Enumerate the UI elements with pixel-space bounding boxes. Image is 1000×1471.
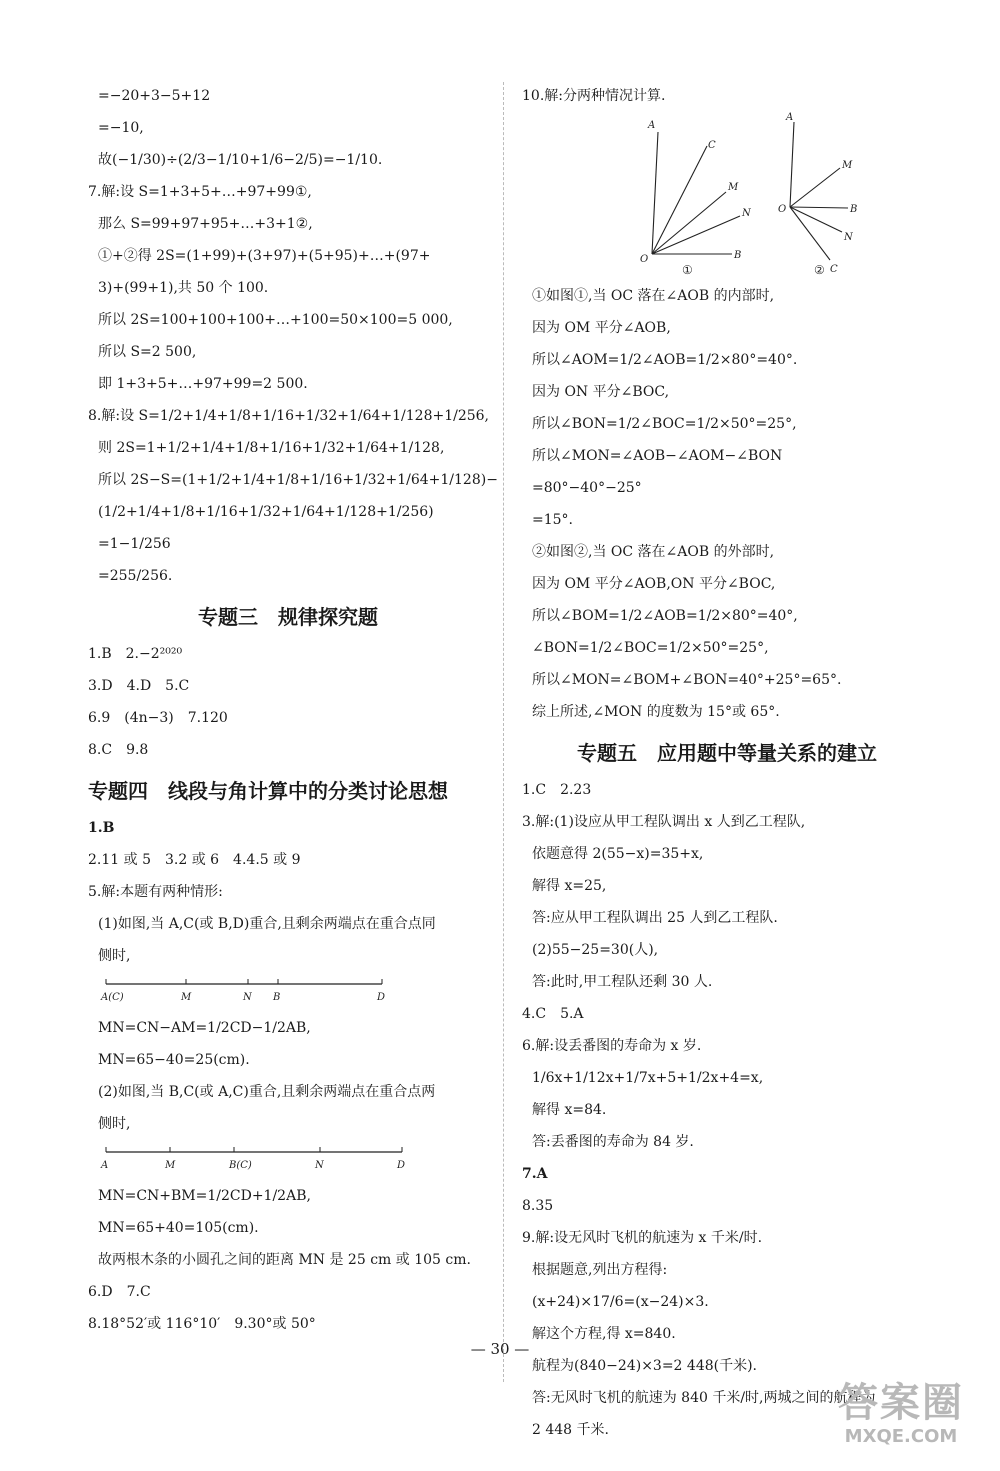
text-line: 答:应从甲工程队调出 25 人到乙工程队. xyxy=(532,910,778,926)
ray xyxy=(652,216,740,254)
point-label: N xyxy=(243,992,252,1003)
text-line: ①+②得 2S=(1+99)+(3+97)+(5+95)+…+(97+ xyxy=(98,248,431,264)
text-line: 答:此时,甲工程队还剩 30 人. xyxy=(532,974,713,990)
text-line: 侧时, xyxy=(98,948,131,964)
text-line: 所以∠BON=1/2∠BOC=1/2×50°=25°, xyxy=(532,416,797,432)
text-line: ①如图①,当 OC 落在∠AOB 的内部时, xyxy=(532,288,775,304)
point-label: N xyxy=(844,232,853,243)
ray xyxy=(652,132,658,254)
text-line: 5.解:本题有两种情形: xyxy=(88,884,223,900)
text-line: (2)如图,当 B,C(或 A,C)重合,且剩余两端点在重合点两 xyxy=(98,1084,436,1100)
text-line: 综上所述,∠MON 的度数为 15°或 65°. xyxy=(532,704,780,720)
text-line: 1.C 2.23 xyxy=(522,782,592,798)
ray xyxy=(652,146,707,254)
point-label: C xyxy=(708,140,716,151)
point-label: B xyxy=(850,204,858,215)
text-line: =255/256. xyxy=(98,568,173,584)
point-label: D xyxy=(397,1160,406,1171)
point-label: B xyxy=(273,992,281,1003)
text-line: 即 1+3+5+…+97+99=2 500. xyxy=(98,376,308,392)
text-line: =15°. xyxy=(532,512,573,528)
text-line: 1/6x+1/12x+1/7x+5+1/2x+4=x, xyxy=(532,1070,764,1086)
text-line: 8.18°52′或 116°10′ 9.30°或 50° xyxy=(88,1316,316,1332)
text-line: 10.解:分两种情况计算. xyxy=(522,88,666,104)
line2-segment-diagram xyxy=(98,1140,406,1176)
text-line: 答:丢番图的寿命为 84 岁. xyxy=(532,1134,694,1150)
text-line: =1−1/256 xyxy=(98,536,171,552)
watermark-logo xyxy=(816,1380,986,1460)
text-line: MN=65−40=25(cm). xyxy=(98,1052,250,1068)
text-line: 7.解:设 S=1+3+5+…+97+99①, xyxy=(88,184,312,200)
text-line: 所以∠MON=∠BOM+∠BON=40°+25°=65°. xyxy=(532,672,842,688)
text-line: 8.解:设 S=1/2+1/4+1/8+1/16+1/32+1/64+1/128+1/256, xyxy=(88,408,490,424)
text-line: (1/2+1/4+1/8+1/16+1/32+1/64+1/128+1/256) xyxy=(98,504,434,520)
text-line: MN=CN−AM=1/2CD−1/2AB, xyxy=(98,1020,311,1036)
watermark-text: 答案圈 xyxy=(838,1380,964,1426)
text-line: =−20+3−5+12 xyxy=(98,88,211,104)
text-line: =−10, xyxy=(98,120,144,136)
left-column xyxy=(88,80,498,1340)
text-line: =80°−40°−25° xyxy=(532,480,642,496)
ray xyxy=(790,207,830,260)
point-label: A xyxy=(786,112,794,123)
column-divider xyxy=(503,82,504,1382)
text-line: 所以 S=2 500, xyxy=(98,344,197,360)
text-line: 那么 S=99+97+95+…+3+1②, xyxy=(98,216,313,232)
text-line: 因为 OM 平分∠AOB, xyxy=(532,320,671,336)
point-label: N xyxy=(315,1160,324,1171)
point-label: C xyxy=(830,264,838,275)
section-heading: 专题四 线段与角计算中的分类讨论思想 xyxy=(88,778,448,803)
text-line: 9.解:设无风时飞机的航速为 x 千米/时. xyxy=(522,1230,763,1246)
text-line: 答:无风时飞机的航速为 840 千米/时,两城之间的航程为 xyxy=(532,1390,876,1406)
angle-diagrams xyxy=(532,112,932,276)
text-line: 8.35 xyxy=(522,1198,554,1214)
text-line: MN=CN+BM=1/2CD+1/2AB, xyxy=(98,1188,311,1204)
section-heading: 专题三 规律探究题 xyxy=(198,604,378,629)
point-label: N xyxy=(742,208,751,219)
text-line: 因为 OM 平分∠AOB,ON 平分∠BOC, xyxy=(532,576,776,592)
point-label: A(C) xyxy=(101,992,124,1003)
text-line: 所以∠BOM=1/2∠AOB=1/2×80°=40°, xyxy=(532,608,798,624)
text-line: 6.9 (4n−3) 7.120 xyxy=(88,710,228,726)
right-column xyxy=(522,80,932,1446)
line1-segment-diagram xyxy=(98,972,398,1008)
text-line: 侧时, xyxy=(98,1116,131,1132)
ray xyxy=(790,168,840,207)
text-line: 解得 x=84. xyxy=(532,1102,607,1118)
point-label: M xyxy=(165,1160,176,1171)
text-line: 1.B 2.−2²⁰²⁰ xyxy=(88,646,183,662)
point-label: M xyxy=(842,160,853,171)
text-line: 8.C 9.8 xyxy=(88,742,149,758)
text-line: (x+24)×17/6=(x−24)×3. xyxy=(532,1294,709,1310)
ray xyxy=(790,207,848,208)
text-line: 航程为(840−24)×3=2 448(千米). xyxy=(532,1358,758,1374)
text-line: ②如图②,当 OC 落在∠AOB 的外部时, xyxy=(532,544,775,560)
text-line: 则 2S=1+1/2+1/4+1/8+1/16+1/32+1/64+1/128, xyxy=(98,440,445,456)
text-line: 解得 x=25, xyxy=(532,878,607,894)
text-line: 1.B xyxy=(88,820,115,836)
watermark-url: MXQE.COM xyxy=(844,1426,958,1447)
point-label: D xyxy=(377,992,386,1003)
text-line: (1)如图,当 A,C(或 B,D)重合,且剩余两端点在重合点同 xyxy=(98,916,436,932)
text-line: 4.C 5.A xyxy=(522,1006,584,1022)
text-line: 所以∠MON=∠AOB−∠AOM−∠BON xyxy=(532,448,783,464)
point-label: B(C) xyxy=(229,1160,252,1171)
page-number: — 30 — xyxy=(470,1340,530,1358)
text-line: 6.D 7.C xyxy=(88,1284,151,1300)
figure xyxy=(88,1140,488,1180)
text-line: 3.D 4.D 5.C xyxy=(88,678,190,694)
ray xyxy=(652,192,726,254)
figure xyxy=(88,972,488,1012)
text-line: 2.11 或 5 3.2 或 6 4.4.5 或 9 xyxy=(88,852,301,868)
text-line: 故(−1/30)÷(2/3−1/10+1/6−2/5)=−1/10. xyxy=(98,152,383,168)
text-line: MN=65+40=105(cm). xyxy=(98,1220,259,1236)
text-line: 3.解:(1)设应从甲工程队调出 x 人到乙工程队, xyxy=(522,814,806,830)
text-line: 故两根木条的小圆孔之间的距离 MN 是 25 cm 或 105 cm. xyxy=(98,1252,471,1268)
text-line: 7.A xyxy=(522,1166,548,1182)
point-label: B xyxy=(734,250,742,261)
ray xyxy=(790,207,842,232)
text-line: 6.解:设丢番图的寿命为 x 岁. xyxy=(522,1038,702,1054)
point-label: M xyxy=(728,182,739,193)
point-label: M xyxy=(181,992,192,1003)
text-line: ∠BON=1/2∠BOC=1/2×50°=25°, xyxy=(532,640,769,656)
section-heading: 专题五 应用题中等量关系的建立 xyxy=(577,740,877,765)
figure-caption: ① xyxy=(682,263,693,277)
text-line: 因为 ON 平分∠BOC, xyxy=(532,384,670,400)
text-line: 依题意得 2(55−x)=35+x, xyxy=(532,846,704,862)
point-label: A xyxy=(648,120,656,131)
text-line: 2 448 千米. xyxy=(532,1422,609,1438)
text-line: (2)55−25=30(人), xyxy=(532,942,659,958)
text-line: 所以 2S=100+100+100+…+100=50×100=5 000, xyxy=(98,312,453,328)
figure-caption: ② xyxy=(814,263,825,277)
figure xyxy=(522,112,932,280)
text-line: 3)+(99+1),共 50 个 100. xyxy=(98,280,269,296)
point-label: O xyxy=(778,204,787,215)
ray xyxy=(790,122,794,207)
text-line: 所以 2S−S=(1+1/2+1/4+1/8+1/16+1/32+1/64+1/128)− xyxy=(98,472,498,488)
text-line: 根据题意,列出方程得: xyxy=(532,1262,668,1278)
text-line: 所以∠AOM=1/2∠AOB=1/2×80°=40°. xyxy=(532,352,798,368)
point-label: O xyxy=(640,254,649,265)
text-line: 解这个方程,得 x=840. xyxy=(532,1326,676,1342)
point-label: A xyxy=(101,1160,109,1171)
